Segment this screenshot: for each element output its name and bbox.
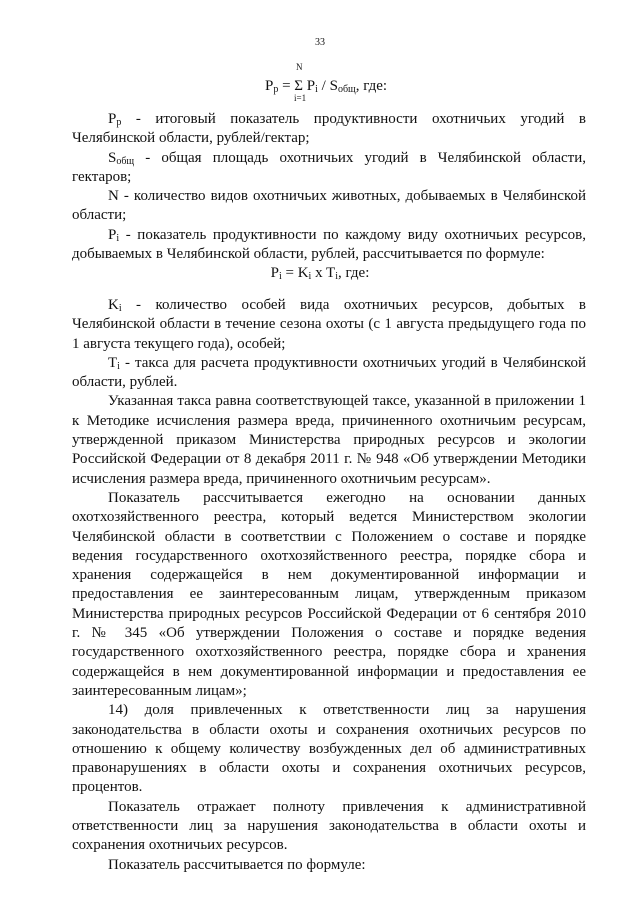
sum-lower-limit: i=1	[294, 93, 307, 103]
definitions-block-2	[72, 296, 586, 875]
definition-pp: $P_p$ - итоговый показатель продуктивности охотничьих угодий в Челябинской области, рублей/гектар;	[72, 111, 586, 147]
paragraph-calculation-basis: Показатель рассчитывается ежегодно на основании данных охотхозяйственного реестра, который ведется Министерством экологии Челябинской области в соответствии с Положением о составе и порядке ведения государственного охотхозяйственного реестра, порядке сбора и хранения содержащейся в нем документированной информации и предоставления ее заинтересованным лицам, утвержденным приказом Министерства природных ресурсов Российской Федерации от 6 сентября 2010 г. № 345 «Об утверждении Положения о составе и порядке ведения государственного охотхозяйственного реестра, порядке сбора и хранения содержащейся в нем документированной информации и предоставления ее заинтересованным лицам»;	[72, 489, 586, 699]
paragraph-formula-intro: Показатель рассчитывается по формуле:	[108, 856, 366, 873]
sum-upper-limit: N	[296, 62, 303, 72]
paragraph-tax-reference: Указанная такса равна соответствующей таксе, указанной в приложении 1 к Методике исчисления размера вреда, причиненного охотничьим ресурсам, утвержденной приказом Министерства природных ресурсов и экологии Российской Федерации от 8 декабря 2011 г. № 948 «Об утверждении Методики исчисления размера вреда, причиненного охотничьим ресурсам».	[72, 393, 586, 487]
definitions-block-1	[72, 110, 586, 264]
page-number: 33	[315, 37, 325, 48]
definition-pi: $P_i$ - показатель продуктивности по каждому виду охотничьих ресурсов, добываемых в Челябинской области, рублей, рассчитывается по формуле:	[72, 226, 586, 263]
paragraph-item-14: 14) доля привлеченных к ответственности лиц за нарушения законодательства в области охоты и сохранения охотничьих ресурсов по отношению к общему количеству возбужденных дел об административных правонарушениях в области охоты и сохранения охотничьих ресурсов, процентов.	[72, 702, 586, 796]
formula-1-expression: $P_p = \Sigma$ $P_i / S_{общ}$, где:	[265, 78, 388, 95]
formula-productivity-total	[0, 62, 640, 102]
definition-n: N - количество видов охотничьих животных, добываемых в Челябинской области;	[72, 188, 586, 224]
definition-ti: $T_i$ - такса для расчета продуктивности охотничьих угодий в Челябинской области, рублей.	[72, 354, 586, 391]
definition-ki: $K_i$ - количество особей вида охотничьих ресурсов, добытых в Челябинской области в течение сезона охоты (с 1 августа предыдущего года по 1 августа текущего года), особей;	[72, 297, 586, 352]
paragraph-indicator-meaning: Показатель отражает полноту привлечения к административной ответственности лиц за нарушения законодательства в области охоты и сохранения охотничьих ресурсов.	[72, 798, 586, 854]
definition-s-total: $S_{общ}$ - общая площадь охотничьих угодий в Челябинской области, гектаров;	[72, 149, 586, 185]
formula-productivity-species: $P_i = K_i$ x $T_i$, где:	[270, 265, 370, 282]
